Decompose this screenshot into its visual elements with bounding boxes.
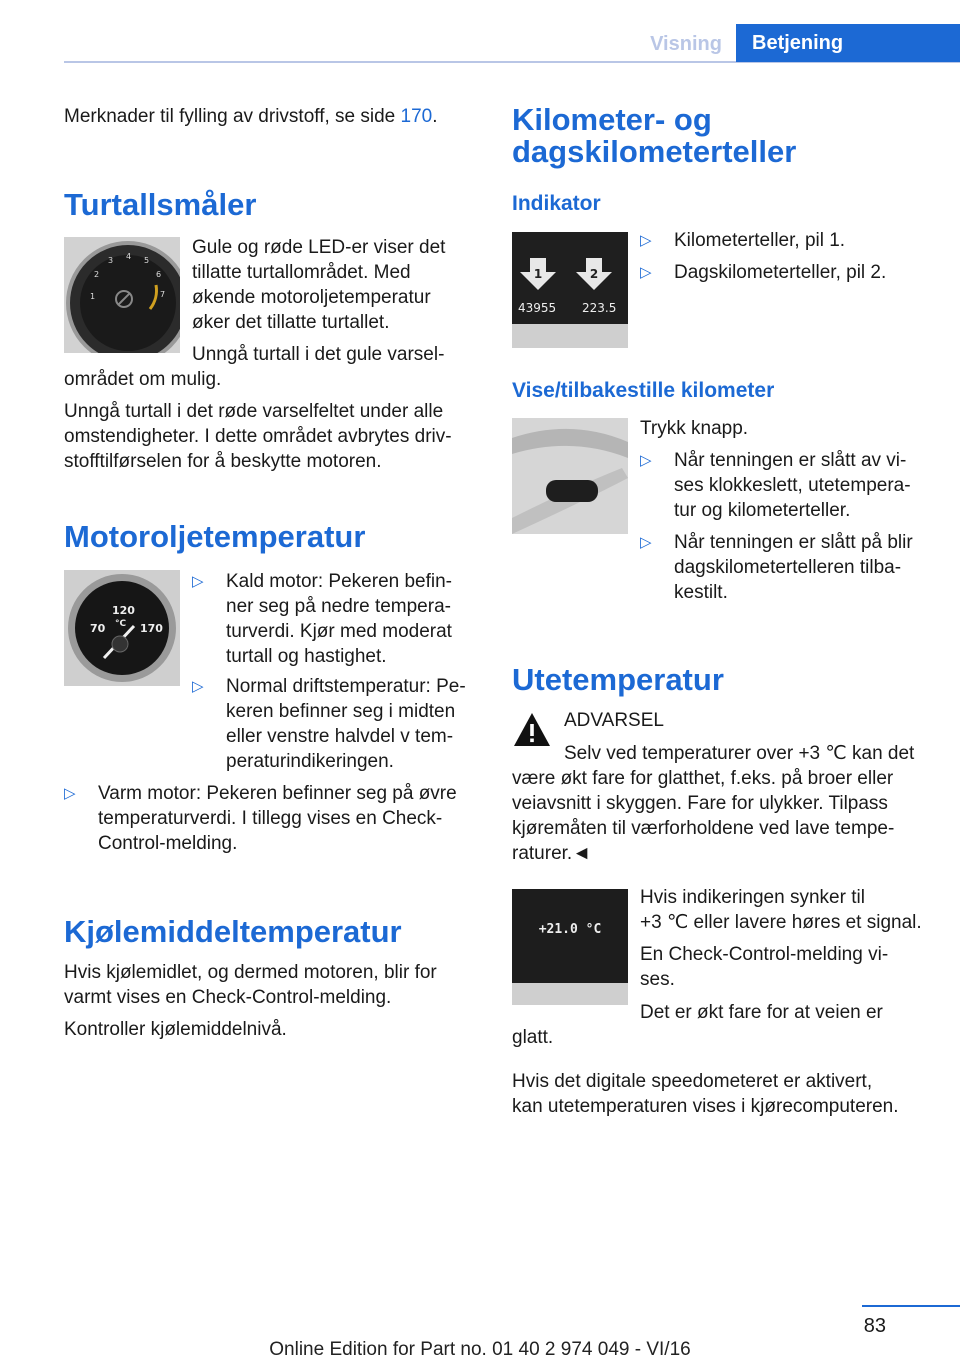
odometer-display-image <box>512 232 628 348</box>
footer-edition: Online Edition for Part no. 01 40 2 974 049 - VI/16 <box>269 1339 691 1360</box>
svg-text:70: 70 <box>90 622 106 635</box>
turtall-paragraph-2-line1: Unngå turtall i det gule varsel- <box>192 344 445 365</box>
svg-text:6: 6 <box>156 270 162 279</box>
turtall-paragraph-3: Unngå turtall i det røde varselfeltet under alle omstendigheter. I dette området avbrytes driv- stofftilførselen for å beskytte motoren. <box>64 401 452 472</box>
ute-paragraph-3-line2: glatt. <box>512 1027 554 1048</box>
page-number: 83 <box>863 1315 886 1337</box>
warning-line-1: Selv ved temperaturer over +3 ℃ kan det <box>564 743 915 764</box>
kjole-paragraph-1: Hvis kjølemidlet, og dermed motoren, blir for varmt vises en Check-Control-melding. <box>64 962 437 1008</box>
turtall-paragraph-2-line2: området om mulig. <box>64 369 222 390</box>
kjole-paragraph-2: Kontroller kjølemiddelnivå. <box>64 1019 287 1040</box>
svg-text:7: 7 <box>160 290 166 299</box>
ute-paragraph-3-line1: Det er økt fare for at veien er <box>640 1002 883 1023</box>
tab-betjening[interactable]: Betjening <box>736 24 960 62</box>
subheading-indikator: Indikator <box>512 192 601 215</box>
vise-paragraph: Trykk knapp. <box>640 418 749 439</box>
svg-text:°C: °C <box>115 619 127 629</box>
page-link[interactable]: 170 <box>400 106 433 127</box>
oil-bullet-2: ▷ Normal driftstemperatur: Pe- keren befinner seg i midten eller venstre halvdel v tem- peraturindikeringen. <box>192 676 466 772</box>
triangle-bullet-icon: ▷ <box>64 785 76 802</box>
intro-text: Merknader til fylling av drivstoff, se side 170. <box>64 106 438 127</box>
km-bullet-1: ▷ Kilometerteller, pil 1. <box>640 230 846 251</box>
triangle-bullet-icon: ▷ <box>192 573 204 590</box>
svg-text:2: 2 <box>589 267 599 281</box>
svg-text:4: 4 <box>126 252 132 261</box>
warning-text: være økt fare for glatthet, f.eks. på broer eller veiavsnitt i skyggen. Fare for ulykker. Tilpass kjøremåten til værforholdene ved lave tempe- raturer.◄ <box>512 768 895 864</box>
svg-text:3: 3 <box>108 256 114 265</box>
svg-text:223.5: 223.5 <box>582 301 617 315</box>
svg-text:170: 170 <box>140 622 163 635</box>
warning-triangle-icon <box>512 710 552 750</box>
svg-text:120: 120 <box>112 604 135 617</box>
svg-text:1: 1 <box>533 267 543 281</box>
triangle-bullet-icon: ▷ <box>640 452 652 469</box>
tachometer-image <box>64 237 180 353</box>
ute-paragraph-4: Hvis det digitale speedometeret er aktivert, kan utetemperaturen vises i kjørecomputeren. <box>512 1071 899 1117</box>
ute-paragraph-2: En Check-Control-melding vi- ses. <box>640 944 889 990</box>
ute-paragraph-1: Hvis indikeringen synker til +3 ℃ eller lavere høres et signal. <box>640 887 922 933</box>
svg-text:43955: 43955 <box>518 301 557 315</box>
warning-label: ADVARSEL <box>564 710 664 731</box>
heading-motoroljetemperatur: Motoroljetemperatur <box>64 519 366 554</box>
svg-text:2: 2 <box>94 270 100 279</box>
heading-kilometerteller: Kilometer- og dagskilometerteller <box>512 102 797 169</box>
tab-visning[interactable]: Visning <box>650 33 722 55</box>
km-bullet-2: ▷ Dagskilometerteller, pil 2. <box>640 262 887 283</box>
heading-utetemperatur: Utetemperatur <box>512 662 724 697</box>
oil-temperature-gauge-image <box>64 570 180 686</box>
triangle-bullet-icon: ▷ <box>640 264 652 281</box>
svg-text:+21.0 °C: +21.0 °C <box>538 922 602 937</box>
heading-turtallsmaler: Turtallsmåler <box>64 187 257 222</box>
oil-bullet-1: ▷ Kald motor: Pekeren befin- ner seg på nedre tempera- turverdi. Kjør med moderat turtall og hastighet. <box>192 571 453 667</box>
triangle-bullet-icon: ▷ <box>640 534 652 551</box>
triangle-bullet-icon: ▷ <box>192 678 204 695</box>
svg-text:1: 1 <box>90 292 96 301</box>
vise-bullet-1: ▷ Når tenningen er slått av vi- ses klokkeslett, utetempera- tur og kilometerteller. <box>640 450 911 521</box>
reset-button-image <box>512 418 628 534</box>
heading-kjolemiddeltemperatur: Kjølemiddeltemperatur <box>64 914 402 949</box>
oil-bullet-3: ▷ Varm motor: Pekeren befinner seg på øvre temperaturverdi. I tillegg vises en Check- Control-melding. <box>64 783 457 854</box>
subheading-vise-tilbakestille: Vise/tilbakestille kilometer <box>512 379 775 402</box>
svg-text:5: 5 <box>144 256 150 265</box>
outside-temperature-display-image <box>512 889 628 1005</box>
vise-bullet-2: ▷ Når tenningen er slått på blir dagskilometertelleren tilba- kestilt. <box>640 532 913 603</box>
footer-rule <box>862 1305 960 1307</box>
triangle-bullet-icon: ▷ <box>640 232 652 249</box>
turtall-paragraph-1: Gule og røde LED-er viser det tillatte turtallområdet. Med økende motoroljetemperatur øker det tillatte turtallet. <box>192 237 446 333</box>
